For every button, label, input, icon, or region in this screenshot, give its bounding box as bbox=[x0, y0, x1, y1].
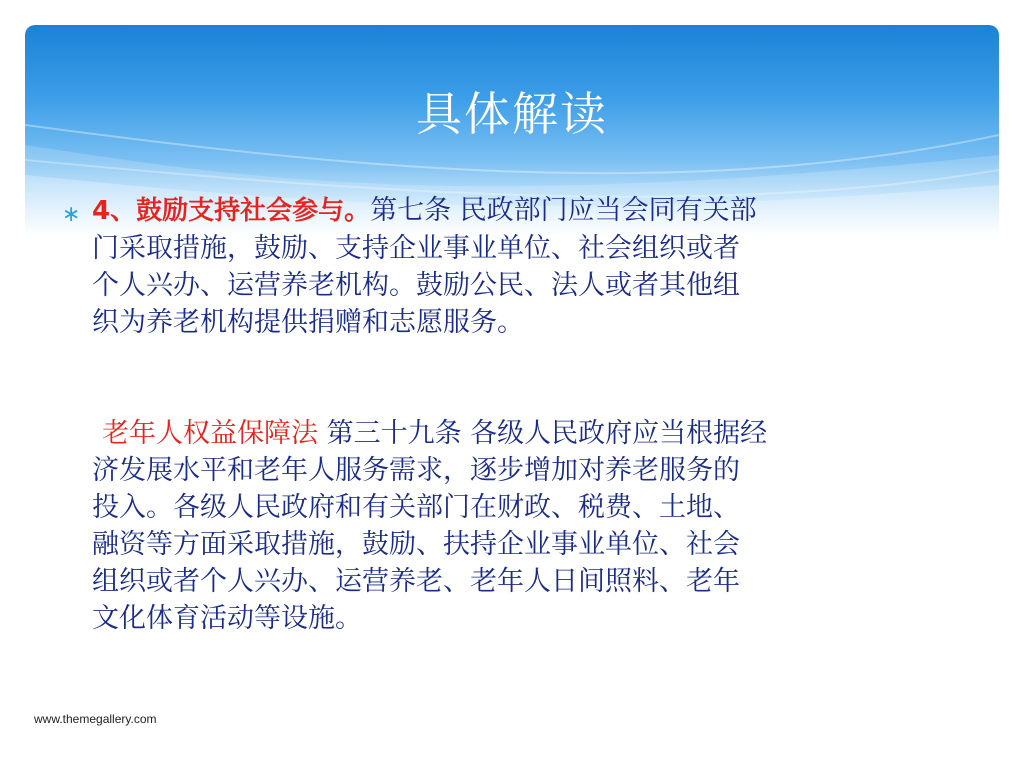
item2-line: 第三十九条 各级人民政府应当根据经 bbox=[318, 418, 768, 449]
item1-line: 门采取措施，鼓励、支持企业事业单位、社会组织或者 bbox=[92, 233, 740, 264]
item2-line: 济发展水平和老年人服务需求，逐步增加对养老服务的 bbox=[92, 455, 740, 486]
item2-line: 文化体育活动等设施。 bbox=[92, 603, 362, 634]
item1-line: 织为养老机构提供捐赠和志愿服务。 bbox=[92, 307, 524, 338]
paragraph-article-39 bbox=[92, 415, 952, 637]
item1-line: 个人兴办、运营养老机构。鼓励公民、法人或者其他组 bbox=[92, 270, 740, 301]
paragraph-article-7 bbox=[92, 192, 952, 341]
item2-highlight: 老年人权益保障法 bbox=[102, 418, 318, 449]
footer-url: www.themegallery.com bbox=[34, 712, 157, 726]
bullet-star-icon: ∗ bbox=[62, 202, 81, 227]
item2-line: 投入。各级人民政府和有关部门在财政、税费、土地、 bbox=[92, 492, 740, 523]
item1-highlight: 4、鼓励支持社会参与。 bbox=[92, 196, 371, 226]
item1-line: 第七条 民政部门应当会同有关部 bbox=[370, 195, 757, 226]
item2-line: 融资等方面采取措施，鼓励、扶持企业事业单位、社会 bbox=[92, 529, 740, 560]
item2-line: 组织或者个人兴办、运营养老、老年人日间照料、老年 bbox=[92, 566, 740, 597]
slide-title: 具体解读 bbox=[416, 87, 608, 141]
